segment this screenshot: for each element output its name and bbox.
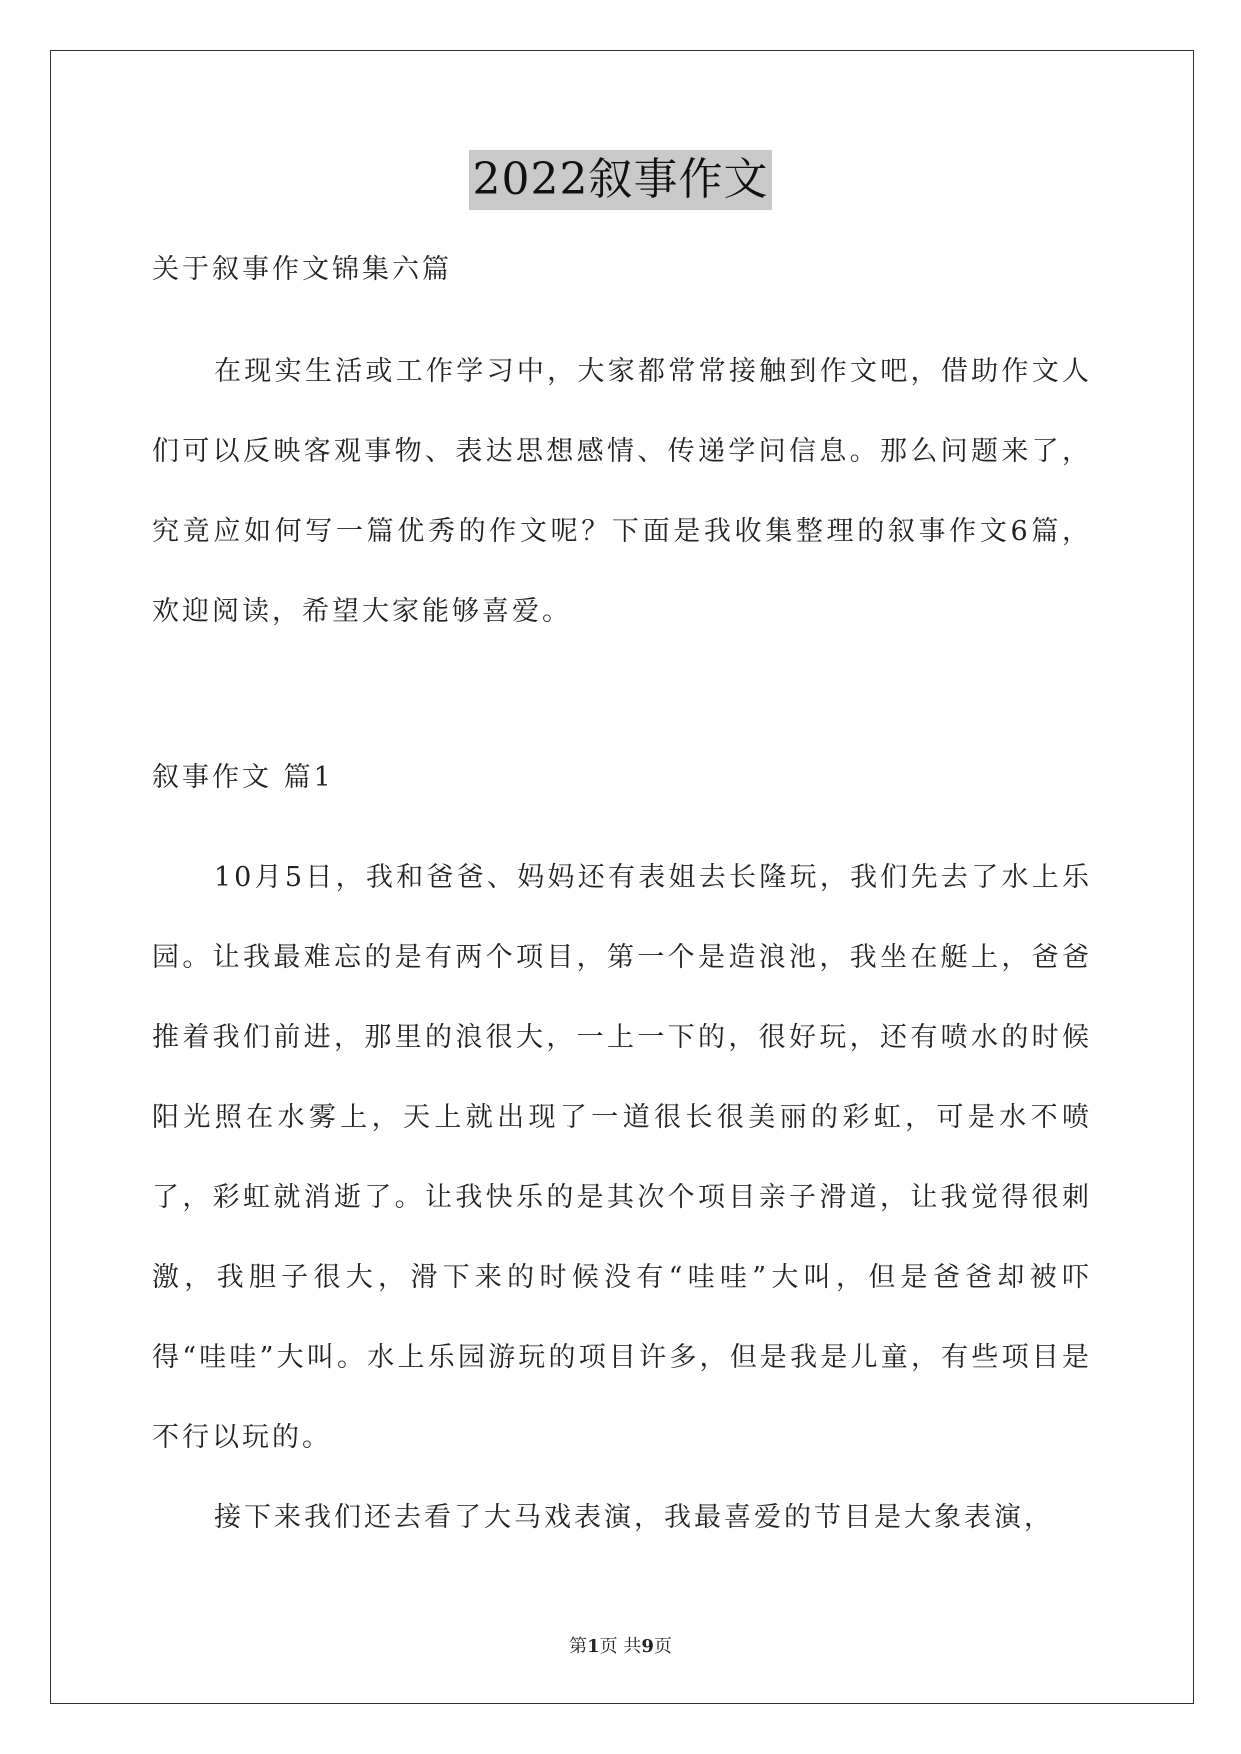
- title-container: [0, 150, 1241, 210]
- footer-page-mid: 页 共: [599, 1636, 642, 1657]
- footer-page-total: 9: [641, 1636, 654, 1657]
- document-title: 2022叙事作文: [469, 150, 773, 210]
- intro-paragraph: 在现实生活或工作学习中，大家都常常接触到作文吧，借助作文人们可以反映客观事物、表达思想感情、传递学问信息。那么问题来了，究竟应如何写一篇优秀的作文呢？下面是我收集整理的叙事作文6篇，欢迎阅读，希望大家能够喜爱。: [152, 356, 1092, 627]
- body-paragraph-2: 接下来我们还去看了大马戏表演，我最喜爱的节目是大象表演，: [214, 1502, 1054, 1533]
- footer-page-suffix: 页: [653, 1636, 672, 1657]
- page-footer: [0, 1632, 1241, 1658]
- document-subtitle: 关于叙事作文锦集六篇: [152, 254, 452, 285]
- section-heading: 叙事作文 篇1: [152, 762, 334, 793]
- footer-page-current: 1: [587, 1636, 600, 1657]
- body-paragraph-1: 10月5日，我和爸爸、妈妈还有表姐去长隆玩，我们先去了水上乐园。让我最难忘的是有两个项目，第一个是造浪池，我坐在艇上，爸爸推着我们前进，那里的浪很大，一上一下的，很好玩，还有喷水的时候阳光照在水雾上，天上就出现了一道很长很美丽的彩虹，可是水不喷了，彩虹就消逝了。让我快乐的是其次个项目亲子滑道，让我觉得很刺激，我胆子很大，滑下来的时候没有“哇哇”大叫，但是爸爸却被吓得“哇哇”大叫。水上乐园游玩的项目许多，但是我是儿童，有些项目是不行以玩的。: [152, 862, 1092, 1453]
- footer-page-prefix: 第: [569, 1636, 588, 1657]
